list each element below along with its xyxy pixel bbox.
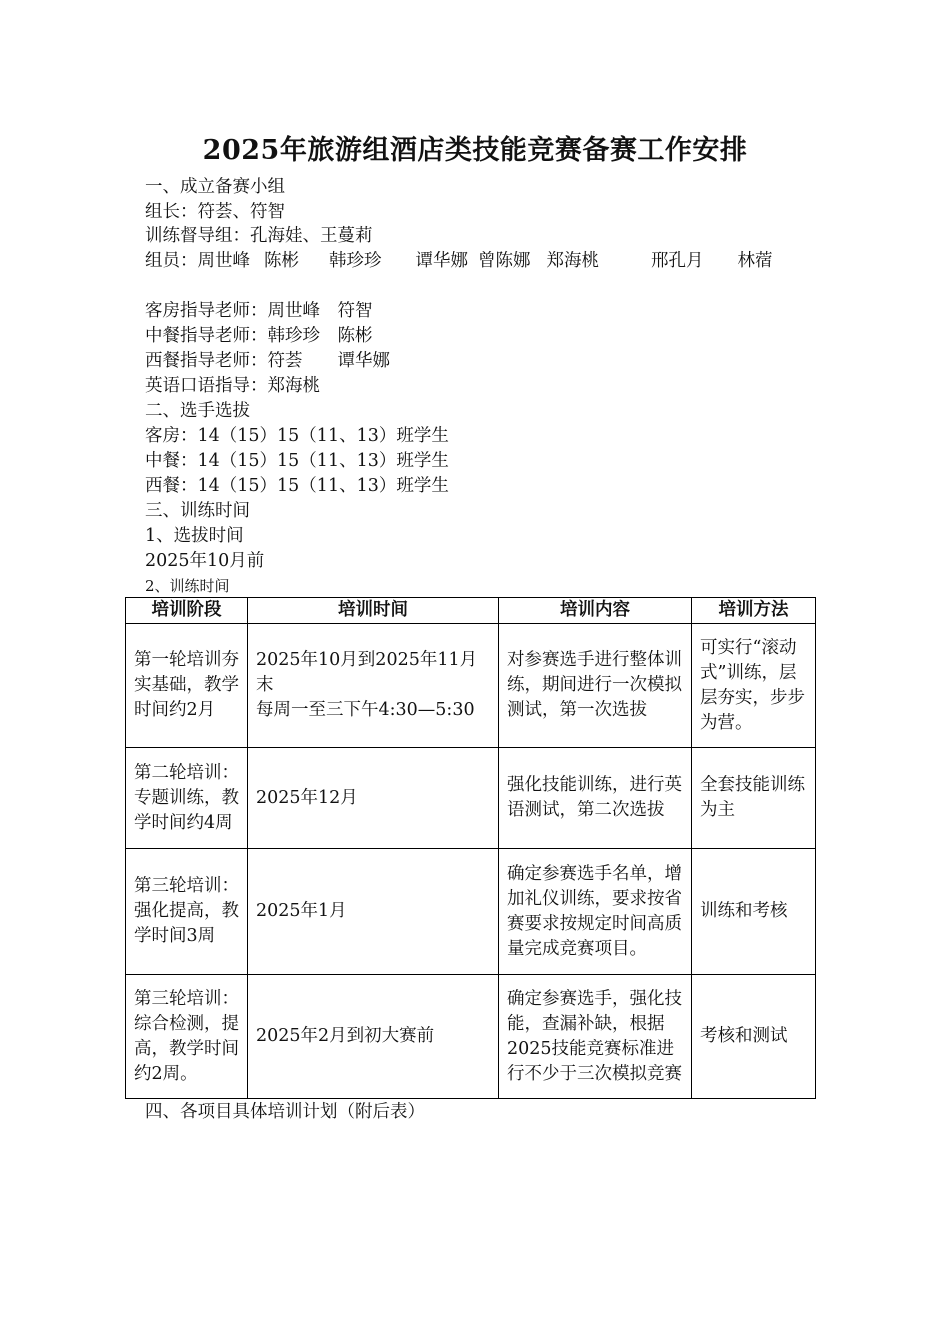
time-cell: 2025年12月: [248, 748, 499, 849]
content-cell: 确定参赛选手名单，增加礼仪训练，要求按省赛要求按规定时间高质量完成竞赛项目。: [499, 849, 692, 975]
header-content: 培训内容: [499, 598, 692, 624]
member-name: 曾陈娜: [478, 251, 531, 271]
english-teacher-line: 英语口语指导：郑海桃: [145, 376, 320, 396]
member-name: 韩珍珍: [329, 251, 382, 271]
header-method: 培训方法: [692, 598, 816, 624]
stage-cell: 第二轮培训：专题训练，教学时间约4周: [126, 748, 248, 849]
section3-heading: 三、训练时间: [145, 501, 250, 521]
document-title: 2025年旅游组酒店类技能竞赛备赛工作安排: [202, 135, 748, 166]
section1-heading: 一、成立备赛小组: [145, 177, 285, 197]
method-cell: 可实行“滚动式”训练，层层夯实，步步为营。: [692, 624, 816, 748]
table-header-row: [126, 598, 816, 624]
stage-cell: 第一轮培训夯实基础，教学时间约2月: [126, 624, 248, 748]
leader-line: 组长：符荟、符智: [145, 202, 285, 222]
stage-cell: 第三轮培训： 强化提高，教学时间3周: [126, 849, 248, 975]
selection-time-value: 2025年10月前: [145, 551, 265, 571]
table-row: [126, 624, 816, 748]
method-cell: 训练和考核: [692, 849, 816, 975]
member-name: 林蓿: [737, 251, 773, 271]
method-cell: 全套技能训练为主: [692, 748, 816, 849]
header-stage: 培训阶段: [126, 598, 248, 624]
section4-heading: 四、各项目具体培训计划（附后表）: [145, 1102, 425, 1122]
table-row: [126, 849, 816, 975]
table-row: [126, 748, 816, 849]
supervisor-line: 训练督导组：孔海娃、王蔓莉: [145, 226, 373, 246]
member-name: 谭华娜: [415, 251, 468, 271]
chinese-selection-line: 中餐：14（15）15（11、13）班学生: [145, 451, 449, 471]
member-name: 邢孔月: [651, 251, 704, 271]
content-cell: 对参赛选手进行整体训练，期间进行一次模拟测试，第一次选拔: [499, 624, 692, 748]
content-cell: 确定参赛选手，强化技能，查漏补缺，根据2025技能竞赛标准进行不少于三次模拟竞赛: [499, 975, 692, 1099]
training-plan-table: [125, 597, 816, 1099]
member-name: 陈彬: [264, 251, 299, 271]
chinese-teachers-line: 中餐指导老师：韩珍珍 陈彬: [145, 326, 373, 346]
room-selection-line: 客房：14（15）15（11、13）班学生: [145, 426, 449, 446]
content-cell: 强化技能训练，进行英语测试，第二次选拔: [499, 748, 692, 849]
stage-cell: 第三轮培训：综合检测，提高，教学时间约2周。: [126, 975, 248, 1099]
room-teachers-line: 客房指导老师：周世峰 符智: [145, 301, 373, 321]
selection-time-heading: 1、选拔时间: [145, 526, 244, 546]
members-line: [145, 249, 805, 273]
western-teachers-line: 西餐指导老师：符荟 谭华娜: [145, 351, 390, 371]
time-cell: 2025年10月到2025年11月末 每周一至三下午4:30—5:30: [248, 624, 499, 748]
members-label: 组员：: [145, 251, 198, 271]
table-row: [126, 975, 816, 1099]
header-time: 培训时间: [248, 598, 499, 624]
time-cell: 2025年2月到初大赛前: [248, 975, 499, 1099]
training-time-heading: 2、训练时间: [145, 577, 230, 595]
western-selection-line: 西餐：14（15）15（11、13）班学生: [145, 476, 449, 496]
time-cell: 2025年1月: [248, 849, 499, 975]
member-name: 周世峰: [197, 251, 250, 271]
method-cell: 考核和测试: [692, 975, 816, 1099]
member-name: 郑海桃: [546, 251, 599, 271]
section2-heading: 二、选手选拔: [145, 401, 250, 421]
